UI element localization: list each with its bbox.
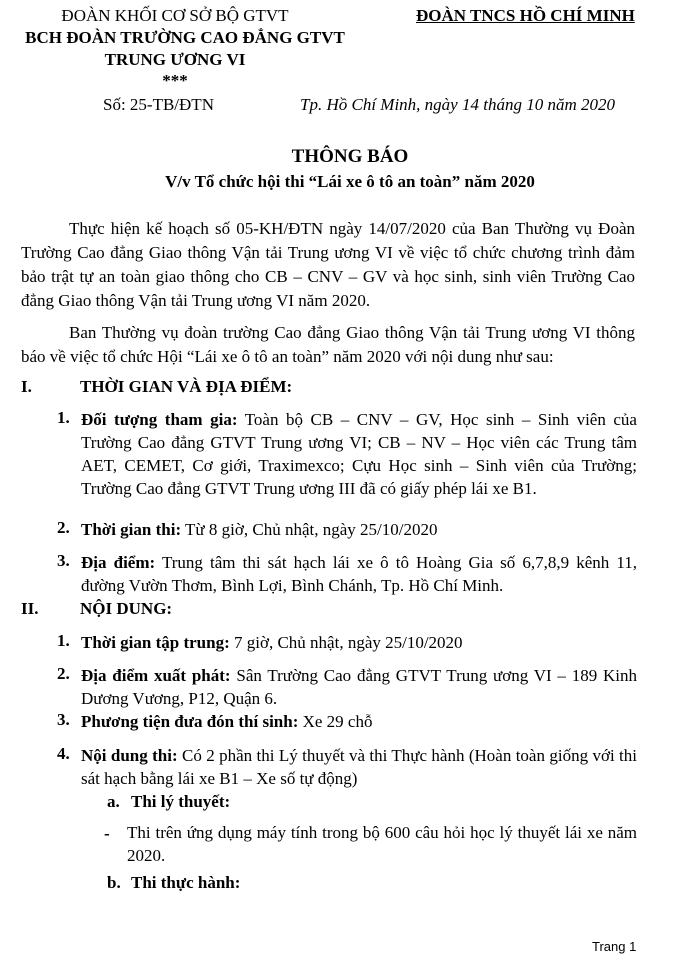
- s1-item-2-number: 2.: [57, 518, 70, 537]
- document-subtitle: V/v Tổ chức hội thi “Lái xe ô tô an toàn” năm 2020: [165, 172, 535, 191]
- s2-item-2-label: Địa điểm xuất phát:: [81, 666, 231, 685]
- section-2-heading: NỘI DUNG:: [80, 599, 173, 618]
- s2-item-4: [81, 744, 637, 790]
- sub-b-label: Thi thực hành:: [131, 873, 241, 892]
- bullet-mark: -: [104, 824, 110, 843]
- s1-item-3-text: Trung tâm thi sát hạch lái xe ô tô Hoàng Gia số 6,7,8,9 kênh 11, đường Vườn Thơm, Bình Lợi, Bình Chánh, Tp. Hồ Chí Minh.: [81, 553, 637, 595]
- s1-item-1-text: Toàn bộ CB – CNV – GV, Học sinh – Sinh viên của Trường Cao đẳng GTVT Trung ương VI; CB – NV – Học viên các Trung tâm AET, CEMET, Cơ giới, Traximexco; Cựu Học sinh – Sinh viên của Trường; Trường Cao đẳng GTVT Trung ương III đã có giấy phép lái xe B1.: [81, 410, 637, 498]
- header-stars: ***: [162, 71, 188, 90]
- s2-item-3-number: 3.: [57, 710, 70, 729]
- s2-item-2: [81, 664, 637, 710]
- sub-b-number: b.: [107, 873, 121, 892]
- s2-item-1-number: 1.: [57, 631, 70, 650]
- date-line: Tp. Hồ Chí Minh, ngày 14 tháng 10 năm 2020: [300, 95, 615, 114]
- s2-item-1: [81, 631, 637, 654]
- header-right-org: ĐOÀN TNCS HỒ CHÍ MINH: [416, 6, 635, 25]
- document-title: THÔNG BÁO: [291, 146, 409, 167]
- s1-item-1-label: Đối tượng tham gia:: [81, 410, 238, 429]
- s1-item-2-label: Thời gian thi:: [81, 520, 182, 539]
- header-left-line3: TRUNG ƯƠNG VI: [104, 50, 246, 69]
- document-number: Số: 25-TB/ĐTN: [103, 95, 214, 114]
- section-1-heading: THỜI GIAN VÀ ĐỊA ĐIỂM:: [80, 377, 293, 396]
- s2-item-4-number: 4.: [57, 744, 70, 763]
- section-2-number: II.: [21, 599, 39, 618]
- s2-item-1-text: 7 giờ, Chủ nhật, ngày 25/10/2020: [229, 633, 463, 652]
- intro-paragraph-2: Ban Thường vụ đoàn trường Cao đẳng Giao thông Vận tải Trung ương VI thông báo về việc tổ chức Hội “Lái xe ô tô an toàn” năm 2020 với nội dung như sau:: [21, 323, 635, 366]
- s1-item-3-label: Địa điểm:: [81, 553, 156, 572]
- intro-paragraph-1: Thực hiện kế hoạch số 05-KH/ĐTN ngày 14/07/2020 của Ban Thường vụ Đoàn Trường Cao đẳng Giao thông Vận tải Trung ương VI về việc tổ chức chương trình đảm bảo trật tự an toàn giao thông cho CB – CNV – GV và học sinh, sinh viên Trường Cao đẳng Giao thông Vận tải Trung ương VI năm 2020.: [21, 219, 635, 310]
- page-number: Trang 1: [592, 939, 637, 954]
- s2-item-3-text: Xe 29 chỗ: [298, 712, 373, 731]
- header-left-line1: ĐOÀN KHỐI CƠ SỞ BỘ GTVT: [61, 6, 289, 25]
- s1-item-2-text: Từ 8 giờ, Chủ nhật, ngày 25/10/2020: [181, 520, 438, 539]
- s2-item-2-number: 2.: [57, 664, 70, 683]
- s1-item-3-number: 3.: [57, 551, 70, 570]
- header-left-line2: BCH ĐOÀN TRƯỜNG CAO ĐẲNG GTVT: [25, 28, 345, 47]
- sub-a-number: a.: [107, 792, 120, 811]
- s2-item-3-label: Phương tiện đưa đón thí sinh:: [81, 712, 299, 731]
- s2-item-2-text: Sân Trường Cao đẳng GTVT Trung ương VI – 189 Kinh Dương Vương, P12, Quận 6.: [81, 666, 638, 708]
- section-1-number: I.: [21, 377, 32, 396]
- sub-a-label: Thi lý thuyết:: [131, 792, 231, 811]
- bullet-text: Thi trên ứng dụng máy tính trong bộ 600 câu hỏi học lý thuyết lái xe năm 2020.: [127, 823, 637, 865]
- s1-item-1: [81, 408, 637, 500]
- s2-item-4-label: Nội dung thi:: [81, 746, 178, 765]
- s1-item-2: [81, 518, 637, 541]
- s2-item-1-label: Thời gian tập trung:: [81, 633, 230, 652]
- s1-item-3: [81, 551, 637, 597]
- s1-item-1-number: 1.: [57, 408, 70, 427]
- s2-item-3: [81, 710, 637, 733]
- s2-item-4-text: Có 2 phần thi Lý thuyết và thi Thực hành (Hoàn toàn giống với thi sát hạch bằng lái xe B1 – Xe số tự động): [81, 746, 637, 788]
